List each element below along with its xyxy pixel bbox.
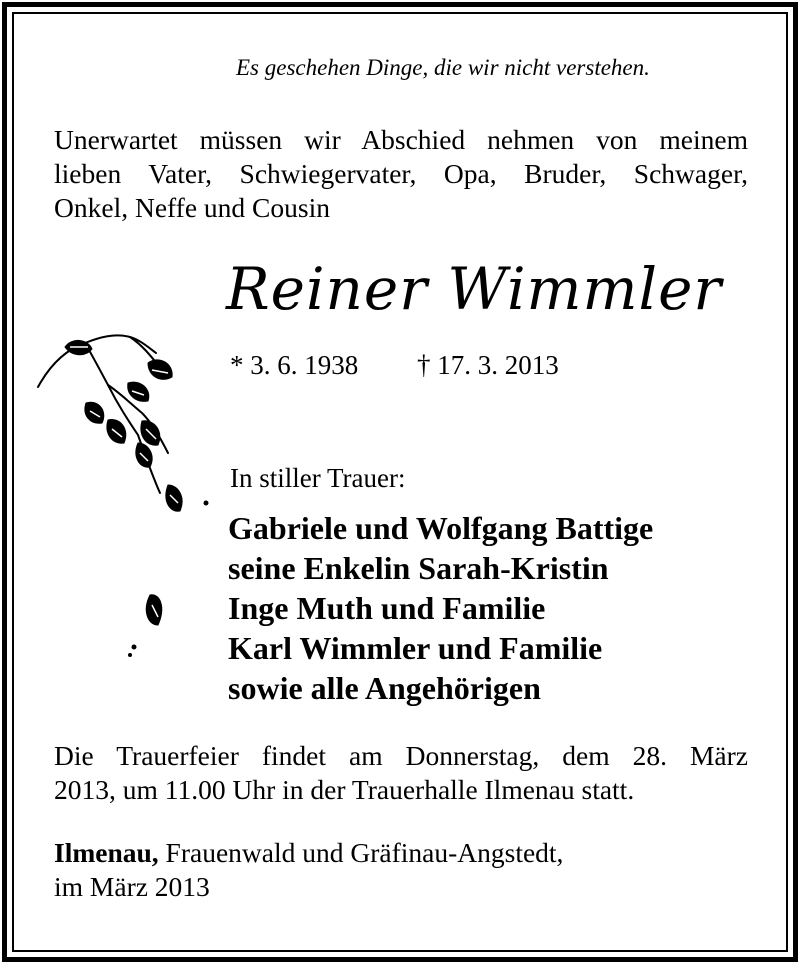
motto-quote: Es geschehen Dinge, die wir nicht verstehen. (236, 55, 650, 80)
service-announcement (54, 739, 748, 807)
death-date: † 17. 3. 2013 (417, 350, 559, 380)
intro-line: Onkel, Neffe und Cousin (54, 192, 330, 223)
birch-branch-icon (30, 325, 220, 670)
place-town: Ilmenau, (54, 837, 159, 868)
service-line: 2013, um 11.00 Uhr in der Trauerhalle Ilmenau statt. (54, 774, 635, 805)
place-and-date (54, 836, 563, 904)
mourner-name: Karl Wimmler und Familie (228, 630, 603, 666)
birth-date: * 3. 6. 1938 (230, 350, 359, 380)
notice-date: im März 2013 (54, 871, 210, 902)
mourner-name: seine Enkelin Sarah-Kristin (228, 550, 609, 586)
mourning-label: In stiller Trauer: (230, 463, 406, 493)
service-line: Die Trauerfeier findet am Donnerstag, dem 28. März (54, 740, 748, 771)
place-line (54, 836, 563, 870)
place-rest: Frauenwald und Gräfinau-Angstedt, (158, 837, 564, 868)
deceased-name: Reiner Wimmler (226, 255, 723, 323)
mourner-name: Gabriele und Wolfgang Battige (228, 510, 654, 546)
mourner-name: Inge Muth und Familie (228, 590, 546, 626)
mourners-list (228, 508, 653, 708)
mourner-name: sowie alle Angehörigen (228, 670, 541, 706)
intro-text (54, 123, 748, 225)
intro-line: Unerwartet müssen wir Abschied nehmen von meinem (54, 124, 748, 155)
life-dates (230, 350, 559, 381)
intro-line: lieben Vater, Schwiegervater, Opa, Bruder, Schwager, (54, 158, 748, 189)
